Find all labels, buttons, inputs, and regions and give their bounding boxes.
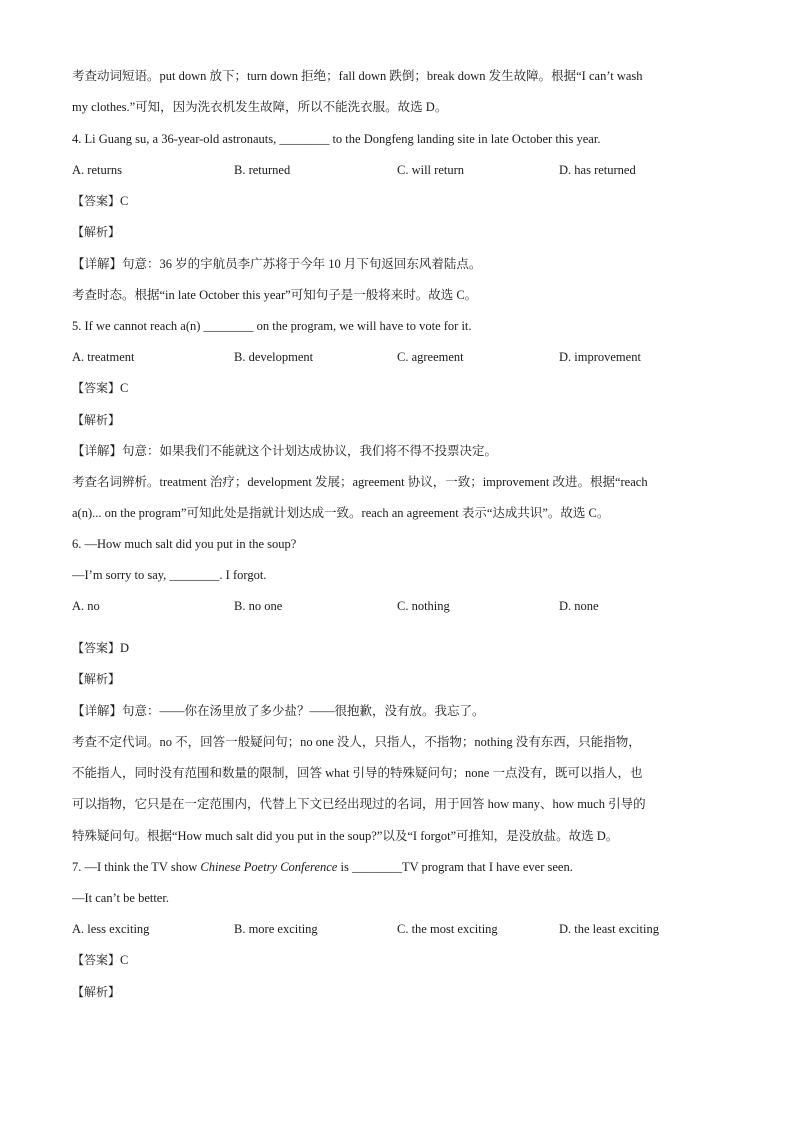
detail-line: a(n)... on the program”可知此处是指就计划达成一致。reach an agreement 表示“达成共识”。故选 C。 (72, 506, 610, 520)
question-stem: 5. If we cannot reach a(n) ________ on the program, we will have to vote for it. (72, 319, 472, 333)
answer-label: 【答案】 (72, 381, 121, 395)
option-a: A. returns (72, 163, 122, 177)
option-b: B. development (234, 350, 314, 364)
question-stem: 4. Li Guang su, a 36-year-old astronauts, ________ to the Dongfeng landing site in late October this year. (72, 132, 601, 146)
detail-line: 可以指物，它只是在一定范围内，代替上下文已经出现过的名词，用于回答 how many、how much 引导的 (72, 797, 646, 811)
detail-line: 【详解】句意：如果我们不能就这个计划达成协议，我们将不得不投票决定。 (72, 444, 498, 458)
detail-line: 考查时态。根据“in late October this year”可知句子是一般将来时。故选 C。 (72, 288, 478, 302)
answer-value: C (120, 194, 129, 208)
options-row (72, 598, 722, 614)
option-b: B. returned (234, 163, 291, 177)
option-c: C. the most exciting (397, 922, 498, 936)
analysis-label: 【解析】 (72, 672, 121, 686)
answer-label: 【答案】 (72, 194, 121, 208)
answer-line (72, 952, 128, 968)
option-a: A. less exciting (72, 922, 150, 936)
stem-part: 7. —I think the TV show (72, 860, 201, 874)
option-d: D. has returned (559, 163, 636, 177)
answer-line (72, 640, 129, 656)
option-d: D. the least exciting (559, 922, 659, 936)
answer-value: C (120, 953, 129, 967)
answer-value: C (120, 381, 129, 395)
detail-line: 特殊疑问句。根据“How much salt did you put in the soup?”以及“I forgot”可推知，是没放盐。故选 D。 (72, 829, 619, 843)
option-c: C. agreement (397, 350, 464, 364)
answer-label: 【答案】 (72, 953, 121, 967)
stem-part: is ________TV program that I have ever seen. (337, 860, 573, 874)
option-c: C. will return (397, 163, 465, 177)
option-a: A. no (72, 599, 100, 613)
question-stem (72, 859, 573, 875)
option-b: B. more exciting (234, 922, 318, 936)
analysis-label: 【解析】 (72, 225, 121, 239)
option-d: D. improvement (559, 350, 641, 364)
options-row (72, 921, 722, 937)
answer-line (72, 193, 128, 209)
option-a: A. treatment (72, 350, 135, 364)
option-d: D. none (559, 599, 599, 613)
question-stem: 6. —How much salt did you put in the soup? (72, 537, 297, 551)
analysis-label: 【解析】 (72, 413, 121, 427)
question-stem-reply: —I’m sorry to say, ________. I forgot. (72, 568, 267, 582)
detail-line: 【详解】句意：36 岁的宇航员李广苏将于今年 10 月下旬返回东风着陆点。 (72, 257, 482, 271)
explanation-line: my clothes.”可知，因为洗衣机发生故障，所以不能洗衣服。故选 D。 (72, 100, 448, 114)
options-row (72, 162, 722, 178)
analysis-label: 【解析】 (72, 985, 121, 999)
option-b: B. no one (234, 599, 283, 613)
detail-line: 【详解】句意：——你在汤里放了多少盐？——很抱歉，没有放。我忘了。 (72, 704, 485, 718)
options-row (72, 349, 722, 365)
option-c: C. nothing (397, 599, 450, 613)
answer-value: D (120, 641, 130, 655)
explanation-line: 考查动词短语。put down 放下；turn down 拒绝；fall down 跌倒；break down 发生故障。根据“I can’t wash (72, 69, 643, 83)
answer-label: 【答案】 (72, 641, 121, 655)
show-title: Chinese Poetry Conference (200, 860, 338, 874)
detail-line: 考查名词辨析。treatment 治疗；development 发展；agreement 协议，一致；improvement 改进。根据“reach (72, 475, 648, 489)
question-stem-reply: —It can’t be better. (72, 891, 169, 905)
answer-line (72, 380, 128, 396)
detail-line: 不能指人，同时没有范围和数量的限制，回答 what 引导的特殊疑问句；none 一点没有，既可以指人，也 (72, 766, 643, 780)
detail-line: 考查不定代词。no 不，回答一般疑问句；no one 没人，只指人，不指物；nothing 没有东西，只能指物， (72, 735, 641, 749)
